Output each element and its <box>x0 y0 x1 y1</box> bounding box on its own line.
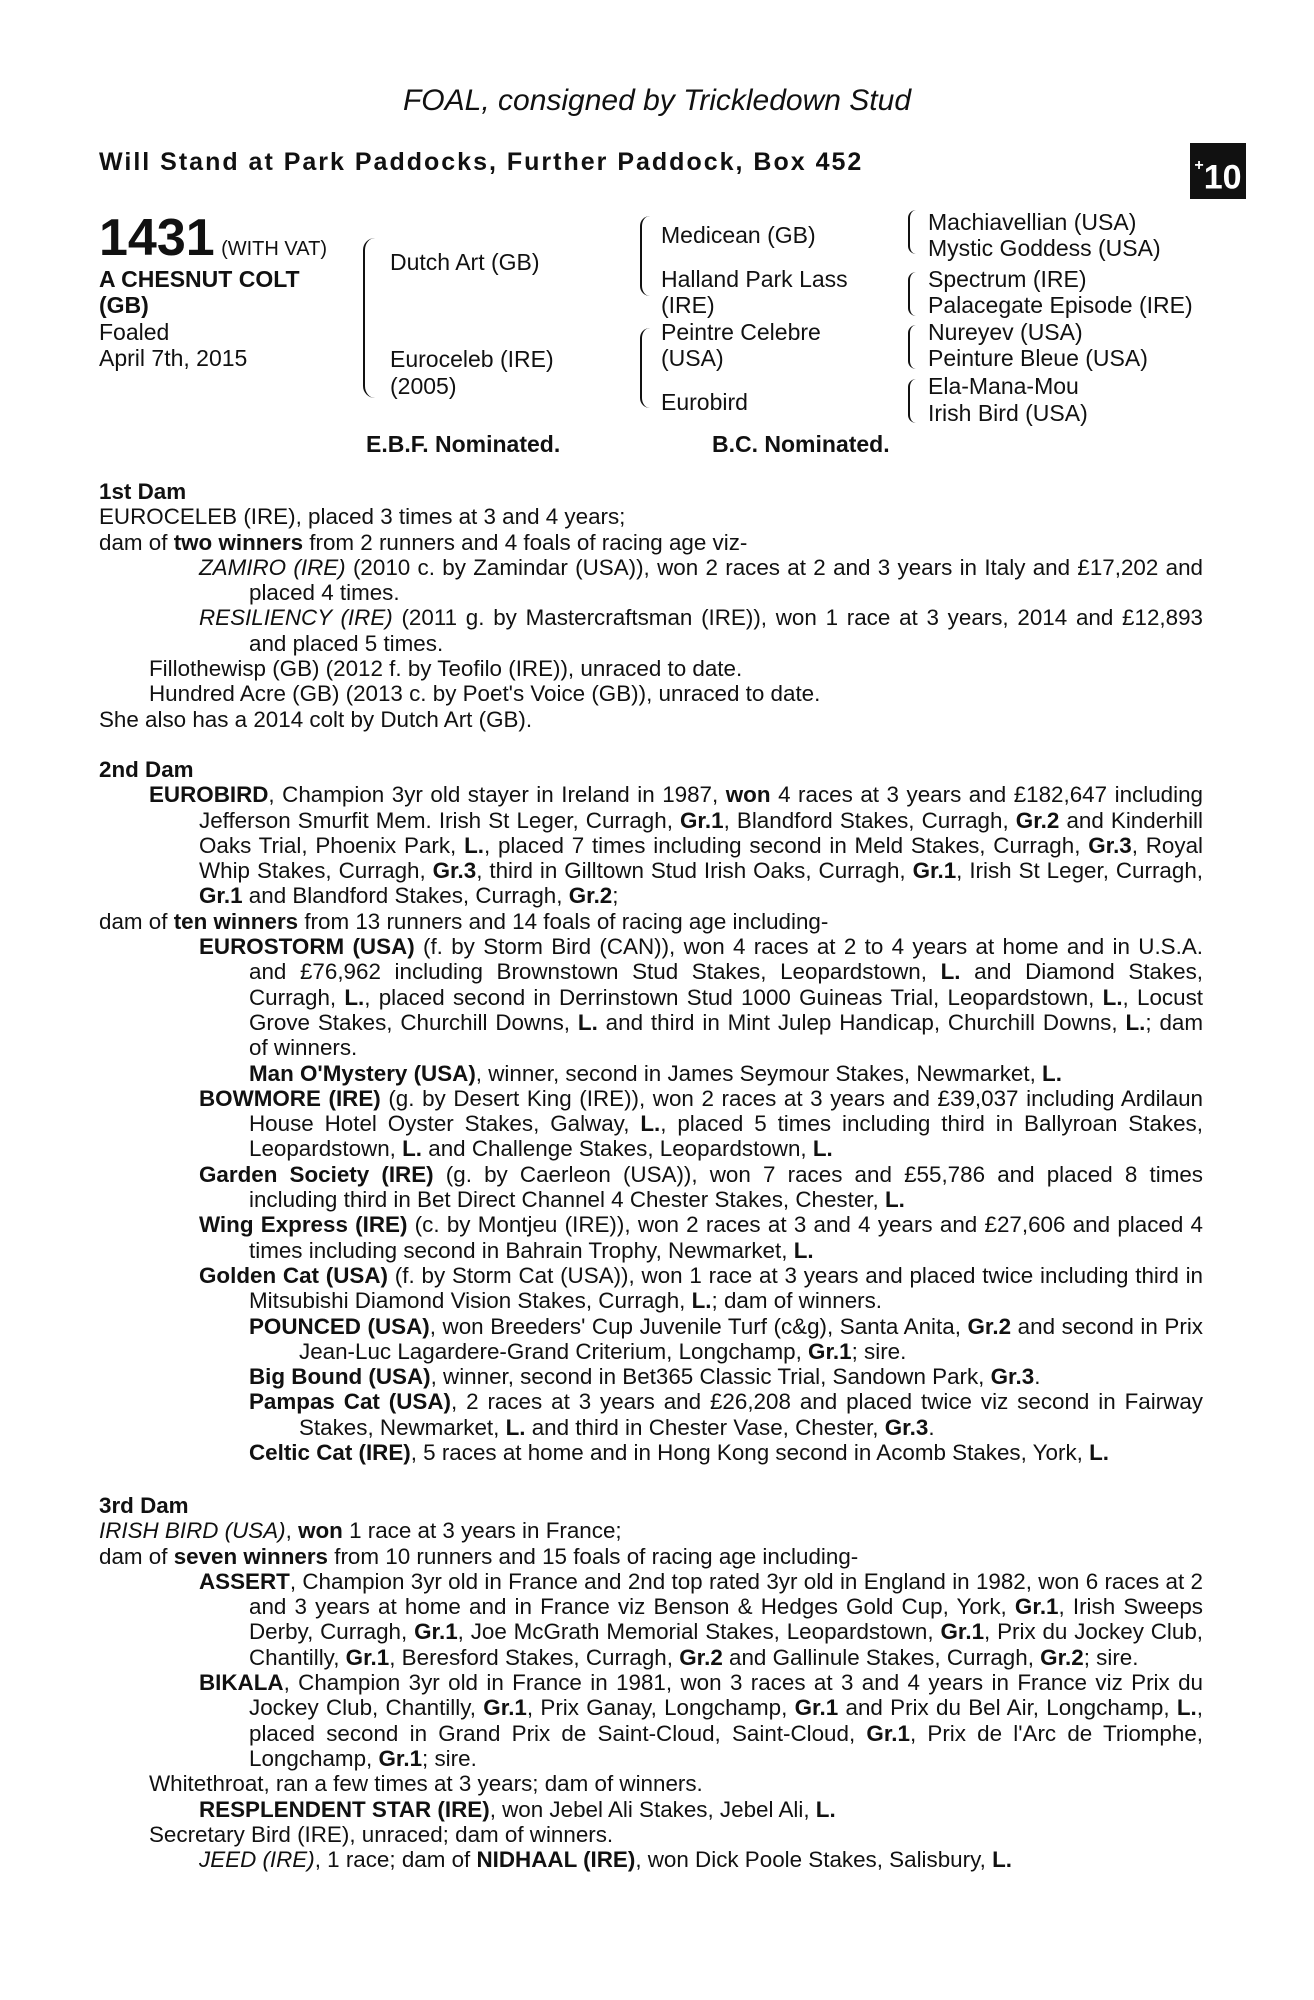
listed: L. <box>464 832 484 858</box>
listed: L. <box>812 1136 833 1162</box>
text: dam of <box>99 908 174 934</box>
listed: L. <box>505 1414 526 1440</box>
first-dam-produce-line <box>99 530 1203 555</box>
horse-name: RESILIENCY (IRE) <box>199 605 393 631</box>
text: and Challenge Stakes, Leopardstown, <box>422 1136 813 1162</box>
badge-number: 10 <box>1203 158 1242 197</box>
listed: L. <box>1176 1695 1197 1721</box>
text: , Irish Sweeps Derby, Curragh, <box>249 1594 1203 1645</box>
pampas-cat-entry <box>99 1389 1203 1440</box>
text: , Irish St Leger, Curragh, <box>956 858 1203 884</box>
g3-dam-sire-sire: Nureyev (USA) <box>928 319 1083 345</box>
produce-resiliency <box>99 605 1203 656</box>
listed: L. <box>1042 1060 1062 1086</box>
text: from 2 runners and 4 foals of racing age viz- <box>303 529 748 555</box>
stand-location: Will Stand at Park Paddocks, Further Paddock, Box 452 <box>99 148 864 176</box>
listed: L. <box>815 1796 836 1822</box>
grade: Gr.1 <box>808 1338 852 1364</box>
pedigree-brace <box>363 238 379 398</box>
ebf-nominated: E.B.F. Nominated. <box>366 431 561 457</box>
horse-name: JEED (IRE) <box>199 1847 315 1873</box>
horse-name: Wing Express (IRE) <box>199 1212 408 1238</box>
text: ; dam of winners. <box>711 1288 883 1314</box>
celtic-cat-entry <box>99 1440 1203 1465</box>
bowmore-entry <box>99 1086 1203 1162</box>
text: (c. by Montjeu (IRE)), won 2 races at 3 and 4 years and £27,606 and placed 4 times including second in Bahrain Trophy, Newmarket, <box>249 1212 1204 1263</box>
winner-count: ten winners <box>173 908 299 934</box>
assert-entry <box>99 1569 1203 1670</box>
listed: L. <box>940 959 961 985</box>
text: and Blandford Stakes, Curragh, <box>242 883 569 909</box>
produce-fillothewisp: Fillothewisp (GB) (2012 f. by Teofilo (IRE)), unraced to date. <box>149 656 743 682</box>
text: , Prix du Jockey Club, Chantilly, <box>249 1619 1204 1670</box>
listed: L. <box>793 1237 814 1263</box>
horse-name: Garden Society (IRE) <box>199 1161 434 1187</box>
g3-dam-dam-dam: Irish Bird (USA) <box>928 400 1088 426</box>
horse-name: Pampas Cat (USA) <box>249 1389 451 1415</box>
produce-hundred-acre: Hundred Acre (GB) (2013 c. by Poet's Voice (GB)), unraced to date. <box>149 681 821 707</box>
listed: L. <box>577 1009 598 1035</box>
text: , won Breeders' Cup Juvenile Turf (c&g), Santa Anita, <box>429 1313 968 1339</box>
text: , Champion 3yr old in France and 2nd top rated 3yr old in England in 1982, won 6 races at 2 and 3 years at home and in France viz Benson & Hedges Gold Cup, York, <box>249 1568 1203 1620</box>
text: , winner, second in James Seymour Stakes, Newmarket, <box>475 1060 1043 1086</box>
grade: Gr.1 <box>199 883 243 909</box>
horse-name: EUROBIRD <box>149 782 269 808</box>
text: (g. by Desert King (IRE)), won 2 races at 3 years and £39,037 including Ardilaun House Hotel Oyster Stakes, Galway, <box>249 1085 1203 1137</box>
dam-sire: Peintre Celebre <box>661 319 821 345</box>
horse-name: BOWMORE (IRE) <box>199 1085 381 1111</box>
text: dam of <box>99 529 174 555</box>
grade: Gr.3 <box>1088 832 1132 858</box>
horse-name: RESPLENDENT STAR (IRE) <box>199 1796 490 1822</box>
listed: L. <box>992 1847 1012 1873</box>
lot-number: 1431 <box>99 209 215 267</box>
sire-sire: Medicean (GB) <box>661 222 816 248</box>
grade: Gr.1 <box>1014 1594 1059 1620</box>
grade: Gr.1 <box>483 1695 527 1721</box>
whitethroat-entry: Whitethroat, ran a few times at 3 years; dam of winners. <box>149 1771 703 1797</box>
listed: L. <box>1102 984 1123 1010</box>
grade: Gr.1 <box>414 1619 458 1645</box>
brace-g3-2 <box>908 272 920 316</box>
g3-sire-sire-sire: Machiavellian (USA) <box>928 209 1137 235</box>
text: , Beresford Stakes, Curragh, <box>389 1644 680 1670</box>
text: (2010 c. by Zamindar (USA)), won 2 races at 2 and 3 years in Italy and £17,202 and placed 4 times. <box>249 554 1204 606</box>
garden-society-entry <box>99 1162 1203 1213</box>
grade: Gr.2 <box>1040 1644 1084 1670</box>
horse-name: Man O'Mystery (USA) <box>249 1060 476 1086</box>
text: (f. by Storm Bird (CAN)), won 4 races at 2 to 4 years at home and in U.S.A. and £76,962 including Brownstown Stud Stakes, Leopardstown, <box>249 934 1203 985</box>
pounced-entry <box>99 1314 1203 1365</box>
horse-name: NIDHAAL (IRE) <box>476 1847 636 1873</box>
lot-number-line <box>99 209 327 267</box>
grade: Gr.1 <box>680 807 724 833</box>
g3-sire-dam-sire: Spectrum (IRE) <box>928 266 1087 292</box>
secretary-bird-entry: Secretary Bird (IRE), unraced; dam of winners. <box>149 1821 614 1847</box>
grade: Gr.1 <box>940 1619 985 1645</box>
foaled-label: Foaled <box>99 319 170 345</box>
horse-name: ASSERT <box>199 1568 290 1594</box>
text: 1 race at 3 years in France; <box>342 1518 622 1544</box>
text: , Champion 3yr old stayer in Ireland in 1987, <box>268 782 726 808</box>
dam-dam: Eurobird <box>661 389 748 415</box>
second-dam-produce-line <box>99 909 1203 934</box>
horse-name: IRISH BIRD (USA) <box>99 1518 286 1544</box>
text: . <box>928 1414 935 1440</box>
first-dam-section <box>99 479 1203 732</box>
listed: L. <box>1089 1440 1109 1466</box>
text: , Prix Ganay, Longchamp, <box>526 1695 795 1721</box>
third-dam-heading: 3rd Dam <box>99 1493 189 1518</box>
text: 4 races at 3 years and £182,647 including Jefferson Smurfit Mem. Irish St Leger, Curragh, <box>199 782 1203 833</box>
winner-count: two winners <box>173 529 304 555</box>
text: , Royal Whip Stakes, Curragh, <box>199 832 1204 884</box>
eurostorm-entry <box>99 934 1203 1060</box>
text: (g. by Caerleon (USA)), won 7 races and £55,786 and placed 8 times including third in Bet Direct Channel 4 Chester Stakes, Chester, <box>249 1161 1204 1213</box>
grade: Gr.2 <box>679 1644 723 1670</box>
sire-dam-country: (IRE) <box>661 292 715 318</box>
listed: L. <box>402 1136 423 1162</box>
second-dam-heading: 2nd Dam <box>99 757 194 782</box>
grade: Gr.3 <box>432 858 477 884</box>
horse-name: BIKALA <box>199 1670 284 1696</box>
text: and Gallinule Stakes, Curragh, <box>722 1644 1041 1670</box>
big-bound-entry <box>99 1364 1203 1389</box>
badge-plus: + <box>1194 157 1204 174</box>
text: , placed second in Grand Prix de Saint-Cloud, Saint-Cloud, <box>249 1695 1203 1746</box>
grade: Gr.1 <box>866 1720 910 1746</box>
horse-name: ZAMIRO (IRE) <box>199 554 346 580</box>
third-dam-section <box>99 1493 1203 1872</box>
resplendent-star-entry <box>99 1797 1203 1822</box>
sire-brace <box>640 216 654 296</box>
g3-sire-dam-dam: Palacegate Episode (IRE) <box>928 292 1193 318</box>
sire: Dutch Art (GB) <box>390 249 540 275</box>
text: , 2 races at 3 years and £26,208 and placed twice viz second in Fairway Stakes, Newmarket, <box>299 1389 1203 1440</box>
irish-bird-entry <box>99 1518 1203 1543</box>
g3-dam-dam-sire: Ela-Mana-Mou <box>928 373 1079 399</box>
lot-description: A CHESNUT COLT <box>99 266 300 292</box>
text: , placed 7 times including second in Meld Stakes, Curragh, <box>483 832 1089 858</box>
eurobird-entry <box>99 782 1203 908</box>
horse-name: Big Bound (USA) <box>249 1364 431 1390</box>
listed: L. <box>640 1111 661 1137</box>
grade: Gr.3 <box>884 1414 929 1440</box>
grade: Gr.1 <box>378 1745 423 1771</box>
wing-express-entry <box>99 1212 1203 1263</box>
text: (f. by Storm Cat (USA)), won 1 race at 3 years and placed twice including third in Mitsubishi Diamond Vision Stakes, Curragh, <box>249 1262 1204 1314</box>
grade: Gr.1 <box>794 1695 839 1721</box>
jeed-entry <box>99 1847 1203 1872</box>
consignor-line: FOAL, consigned by Trickledown Stud <box>402 84 912 117</box>
text: and Prix du Bel Air, Longchamp, <box>838 1695 1177 1721</box>
text: , placed second in Derrinstown Stud 1000 Guineas Trial, Leopardstown, <box>364 984 1103 1010</box>
listed: L. <box>344 984 365 1010</box>
lot-country: (GB) <box>99 292 149 318</box>
text: dam of <box>99 1543 174 1569</box>
text: , Champion 3yr old in France in 1981, won 3 races at 3 and 4 years in France viz Prix du Jockey Club, Chantilly, <box>249 1670 1203 1721</box>
text: , Prix de l'Arc de Triomphe, Longchamp, <box>249 1720 1204 1771</box>
listed: L. <box>691 1288 712 1314</box>
text: , 1 race; dam of <box>314 1847 477 1873</box>
foaled-date: April 7th, 2015 <box>99 345 248 371</box>
text: , Locust Grove Stakes, Churchill Downs, <box>249 984 1203 1035</box>
horse-name: Golden Cat (USA) <box>199 1262 388 1288</box>
golden-cat-entry <box>99 1263 1203 1314</box>
text: and Diamond Stakes, Curragh, <box>249 959 1203 1010</box>
brace-g3-4 <box>908 379 920 423</box>
grade: Gr.2 <box>967 1313 1012 1339</box>
text: ; sire. <box>851 1338 907 1364</box>
horse-name: POUNCED (USA) <box>249 1313 430 1339</box>
man-o-mystery-entry <box>99 1061 1203 1086</box>
grade: Gr.2 <box>568 883 613 909</box>
text: , winner, second in Bet365 Classic Trial, Sandown Park, <box>430 1364 991 1390</box>
text: . <box>1034 1364 1041 1390</box>
text: from 10 runners and 15 foals of racing age including- <box>328 1543 859 1569</box>
bc-nominated: B.C. Nominated. <box>712 431 890 457</box>
text: , won Jebel Ali Stakes, Jebel Ali, <box>489 1796 816 1822</box>
text: from 13 runners and 14 foals of racing age including- <box>298 908 829 934</box>
g3-dam-sire-dam: Peinture Bleue (USA) <box>928 345 1148 371</box>
grade: Gr.2 <box>1015 807 1060 833</box>
grade: Gr.3 <box>990 1364 1035 1390</box>
text: , <box>285 1518 299 1544</box>
text: , won Dick Poole Stakes, Salisbury, <box>635 1847 993 1873</box>
text: , 5 races at home and in Hong Kong second in Acomb Stakes, York, <box>410 1440 1090 1466</box>
listed: L. <box>1125 1009 1146 1035</box>
text: and Kinderhill Oaks Trial, Phoenix Park, <box>199 807 1203 858</box>
text: ; <box>612 883 619 909</box>
won: won <box>298 1518 343 1544</box>
bikala-entry <box>99 1670 1203 1771</box>
text: ; sire. <box>422 1745 477 1771</box>
brace-g3-3 <box>908 325 920 369</box>
text: , Joe McGrath Memorial Stakes, Leopardstown, <box>457 1619 941 1645</box>
g3-sire-sire-dam: Mystic Goddess (USA) <box>928 235 1161 261</box>
dam: Euroceleb (IRE) <box>390 346 554 372</box>
text: ; sire. <box>1083 1644 1139 1670</box>
brace-g3-1 <box>908 210 920 254</box>
dam-sire-country: (USA) <box>661 345 724 371</box>
third-dam-produce-line <box>99 1544 1203 1569</box>
text: (2011 g. by Mastercraftsman (IRE)), won 1 race at 3 years, 2014 and £12,893 and placed 5 times. <box>249 605 1203 656</box>
catalogue-badge <box>1190 143 1246 199</box>
text: , Blandford Stakes, Curragh, <box>723 807 1016 833</box>
won: won <box>725 782 771 808</box>
listed: L. <box>884 1187 905 1213</box>
text: ; dam of winners. <box>249 1009 1203 1061</box>
text: , third in Gilltown Stud Irish Oaks, Curragh, <box>476 858 913 884</box>
text: and second in Prix Jean-Luc Lagardere-Grand Criterium, Longchamp, <box>299 1313 1203 1364</box>
produce-zamiro <box>99 555 1203 606</box>
dam-year: (2005) <box>390 373 457 399</box>
first-dam-also: She also has a 2014 colt by Dutch Art (GB). <box>99 706 533 732</box>
text: and third in Chester Vase, Chester, <box>525 1414 885 1440</box>
horse-name: EUROSTORM (USA) <box>199 934 415 960</box>
winner-count: seven winners <box>173 1543 329 1569</box>
first-dam-summary: EUROCELEB (IRE), placed 3 times at 3 and 4 years; <box>99 504 626 530</box>
second-dam-section <box>99 757 1203 1465</box>
text: , placed 5 times including third in Ballyroan Stakes, Leopardstown, <box>249 1111 1203 1162</box>
dam-brace <box>640 328 654 408</box>
text: and third in Mint Julep Handicap, Churchill Downs, <box>597 1009 1126 1035</box>
sire-dam: Halland Park Lass <box>661 266 848 292</box>
horse-name: Celtic Cat (IRE) <box>249 1440 411 1466</box>
grade: Gr.1 <box>912 858 957 884</box>
vat-label: (WITH VAT) <box>221 238 327 260</box>
first-dam-heading: 1st Dam <box>99 479 187 504</box>
grade: Gr.1 <box>345 1644 390 1670</box>
